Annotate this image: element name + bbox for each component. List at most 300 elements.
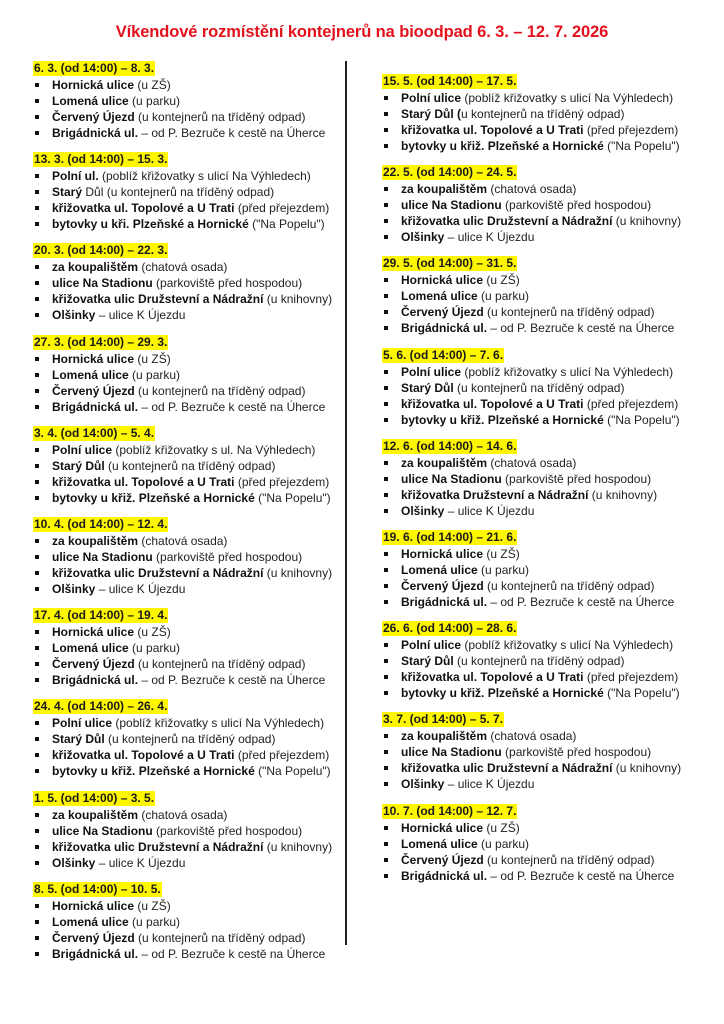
square-bullet-icon [384,643,388,647]
schedule-block [382,254,702,336]
location-item [33,125,353,141]
location-detail: (poblíž křižovatky s ulicí Na Výhledech) [461,364,674,379]
location-detail: (u ZŠ) [134,351,171,366]
square-bullet-icon [35,115,39,119]
location-item [33,109,353,125]
location-list [382,455,702,519]
page-title: Víkendové rozmístění kontejnerů na bioodpad 6. 3. – 12. 7. 2026 [115,23,609,41]
location-detail: (před přejezdem) [583,123,679,137]
square-bullet-icon [384,675,388,679]
square-bullet-icon [35,281,39,285]
square-bullet-icon [35,83,39,87]
square-bullet-icon [35,389,39,393]
location-item [33,367,353,383]
location-item [33,474,353,490]
location-item [33,549,353,565]
location-item [33,731,353,747]
location-name: ulice Na Stadionu [401,198,502,213]
location-detail: – ulice K Újezdu [95,855,186,870]
date-range-header: 20. 3. (od 14:00) – 22. 3. [34,243,168,258]
location-detail: – ulice K Újezdu [444,503,535,518]
location-detail: (poblíž křižovatky s ulicí Na Výhledech) [112,716,325,731]
location-detail: ("Na Popelu") [603,412,680,427]
location-name: křižovatka ulic Družstevní a Nádražní [401,761,613,776]
square-bullet-icon [35,480,39,484]
location-item [33,93,353,109]
location-detail: (parkoviště před hospodou) [501,198,652,213]
location-name: Červený Újezd [401,578,484,593]
location-detail: (u parku) [128,367,181,382]
schedule-block [33,515,353,597]
location-item [382,122,702,138]
location-detail: (před přejezdem) [234,474,330,489]
location-detail: (u parku) [477,836,530,851]
location-name: křižovatka ul. Topolové a U Trati [52,748,235,763]
location-name: křižovatka Družstevní a Nádražní [401,487,589,502]
location-name: křižovatka ul. Topolové a U Trati [52,474,235,489]
location-list [382,364,702,428]
location-detail: – od P. Bezruče k cestě na Úherce [138,126,326,140]
square-bullet-icon [35,190,39,194]
location-list [382,272,702,336]
location-detail: – od P. Bezruče k cestě na Úherce [487,594,675,609]
location-detail: (poblíž křižovatky s ul. Na Výhledech) [112,442,316,457]
square-bullet-icon [35,920,39,924]
location-name: Olšinky [52,308,96,323]
location-item [382,138,702,154]
location-detail: – ulice K Újezdu [95,581,186,596]
location-name: Hornická ulice [52,78,135,92]
location-item [33,747,353,763]
location-name: Hornická ulice [52,898,135,913]
location-name: Červený Újezd [52,657,135,672]
location-detail: (u kontejnerů na tříděný odpad) [104,458,276,473]
square-bullet-icon [35,662,39,666]
location-detail: ("Na Popelu") [603,686,680,701]
location-item [382,637,702,653]
location-detail: ("Na Popelu") [603,139,680,153]
schedule-block [33,241,353,323]
location-item [382,304,702,320]
location-name: Polní ulice [52,442,113,457]
location-detail: (u kontejnerů na tříděný odpad) [483,852,655,867]
location-item [382,471,702,487]
location-item [382,364,702,380]
location-name: Olšinky [401,230,445,245]
square-bullet-icon [35,99,39,103]
location-name: Polní ulice [401,364,462,379]
square-bullet-icon [384,235,388,239]
location-item [33,77,353,93]
location-list [33,624,353,688]
location-item [33,216,353,232]
square-bullet-icon [35,571,39,575]
location-name: Starý Důl [401,380,454,395]
square-bullet-icon [35,769,39,773]
location-item [33,351,353,367]
location-name: Starý Důl ( [401,107,462,121]
location-name: Červený Újezd [52,110,135,124]
location-item [33,898,353,914]
square-bullet-icon [384,691,388,695]
square-bullet-icon [384,858,388,862]
schedule-block [33,333,353,415]
square-bullet-icon [35,405,39,409]
location-item [382,181,702,197]
location-name: křižovatka ul. Topolové a U Trati [401,123,584,137]
square-bullet-icon [384,493,388,497]
square-bullet-icon [35,313,39,317]
date-range-header: 1. 5. (od 14:00) – 3. 5. [34,790,155,805]
location-detail: – od P. Bezruče k cestě na Úherce [487,321,675,336]
location-detail: – od P. Bezruče k cestě na Úherce [138,673,326,688]
date-range-header: 3. 7. (od 14:00) – 5. 7. [383,712,504,727]
square-bullet-icon [384,766,388,770]
square-bullet-icon [384,386,388,390]
location-item [382,820,702,836]
location-detail: Důl (u kontejnerů na tříděný odpad) [82,185,275,200]
location-item [382,728,702,744]
square-bullet-icon [384,874,388,878]
location-item [382,685,702,701]
location-item [382,396,702,412]
location-item [382,229,702,245]
date-range-header: 15. 5. (od 14:00) – 17. 5. [383,74,517,88]
square-bullet-icon [384,326,388,330]
square-bullet-icon [384,294,388,298]
location-name: ulice Na Stadionu [401,471,502,486]
schedule-block [33,697,353,779]
location-name: Hornická ulice [52,625,135,640]
location-name: křižovatka ulic Družstevní a Nádražní [52,839,264,854]
date-range-header: 12. 6. (od 14:00) – 14. 6. [383,438,517,453]
square-bullet-icon [384,826,388,830]
location-name: křižovatka ulic Družstevní a Nádražní [401,214,613,229]
square-bullet-icon [384,96,388,100]
location-item [33,458,353,474]
location-item [382,320,702,336]
date-range-header: 10. 7. (od 14:00) – 12. 7. [383,803,517,818]
schedule-column-right [382,72,702,893]
location-detail: (u kontejnerů na tříděný odpad) [134,657,306,672]
location-name: Červený Újezd [52,383,135,398]
location-detail: (u knihovny) [263,839,333,854]
location-detail: – ulice K Újezdu [444,777,535,792]
location-name: Starý Důl [52,732,105,747]
location-name: bytovky u křiž. Plzeňské a Hornické [52,764,255,779]
square-bullet-icon [35,448,39,452]
square-bullet-icon [384,782,388,786]
location-name: Hornická ulice [401,273,484,288]
square-bullet-icon [35,539,39,543]
location-name: křižovatka ul. Topolové a U Trati [401,396,584,411]
location-item [33,200,353,216]
location-item [33,383,353,399]
location-item [33,930,353,946]
location-detail: (parkoviště před hospodou) [152,549,303,564]
location-detail: (u knihovny) [612,761,682,776]
location-item [33,807,353,823]
square-bullet-icon [384,552,388,556]
location-item [382,578,702,594]
location-name: Lomená ulice [52,94,129,108]
location-name: ulice Na Stadionu [52,549,153,564]
square-bullet-icon [35,373,39,377]
square-bullet-icon [35,265,39,269]
location-name: za koupalištěm [401,455,488,470]
location-name: Lomená ulice [401,562,478,577]
location-detail: (u kontejnerů na tříděný odpad) [453,380,625,395]
location-name: bytovky u křiž. Plzeňské a Hornické [401,139,604,153]
location-detail: (před přejezdem) [234,201,330,216]
location-name: za koupalištěm [52,807,139,822]
location-name: křižovatka ul. Topolové a U Trati [52,201,235,216]
location-item [382,272,702,288]
location-detail: (u knihovny) [263,565,333,580]
location-item [382,776,702,792]
date-range-header: 6. 3. (od 14:00) – 8. 3. [34,61,155,75]
location-name: Olšinky [52,581,96,596]
location-name: za koupalištěm [52,260,139,275]
location-detail: ("Na Popelu") [248,217,325,232]
location-list [33,898,353,962]
schedule-block [33,789,353,871]
location-detail: (u parku) [128,94,181,108]
schedule-block [33,424,353,506]
location-detail: (u kontejnerů na tříděný odpad) [104,732,276,747]
location-name: ulice Na Stadionu [52,276,153,291]
location-detail: (poblíž křižovatky s ulicí Na Výhledech) [461,91,674,105]
location-list [33,533,353,597]
location-name: Polní ulice [401,638,462,653]
square-bullet-icon [35,936,39,940]
location-detail: (u ZŠ) [483,546,520,561]
location-item [33,565,353,581]
date-range-header: 10. 4. (od 14:00) – 12. 4. [34,516,168,531]
location-name: za koupalištěm [401,182,488,197]
location-item [33,168,353,184]
location-detail: (u kontejnerů na tříděný odpad) [453,654,625,669]
schedule-block [382,802,702,884]
location-name: křižovatka ulic Družstevní a Nádražní [52,565,264,580]
location-list [33,715,353,779]
location-item [33,490,353,506]
location-name: bytovky u křiž. Plzeňské a Hornické [52,490,255,505]
location-item [382,852,702,868]
schedule-block [382,163,702,245]
square-bullet-icon [35,646,39,650]
square-bullet-icon [35,222,39,226]
location-detail: (u kontejnerů na tříděný odpad) [483,305,655,320]
location-name: Brigádnická ul. [401,594,488,609]
location-detail: (u kontejnerů na tříděný odpad) [134,110,306,124]
square-bullet-icon [35,861,39,865]
square-bullet-icon [35,721,39,725]
location-detail: (u knihovny) [263,292,333,307]
location-item [33,914,353,930]
location-item [33,275,353,291]
location-list [33,351,353,415]
location-name: Lomená ulice [52,914,129,929]
date-range-header: 26. 6. (od 14:00) – 28. 6. [383,621,517,636]
location-detail: (u ZŠ) [483,273,520,288]
location-detail: (u parku) [477,562,530,577]
location-name: za koupalištěm [52,533,139,548]
schedule-block [382,72,702,154]
location-item [33,581,353,597]
square-bullet-icon [35,829,39,833]
location-item [33,672,353,688]
location-list [33,442,353,506]
square-bullet-icon [384,144,388,148]
location-detail: (před přejezdem) [583,396,679,411]
location-item [382,412,702,428]
location-name: Polní ulice [401,91,462,105]
square-bullet-icon [384,509,388,513]
location-name: Lomená ulice [52,641,129,656]
square-bullet-icon [35,464,39,468]
location-name: Olšinky [52,855,96,870]
location-detail: (chatová osada) [487,182,577,197]
location-list [382,728,702,792]
square-bullet-icon [35,952,39,956]
square-bullet-icon [384,584,388,588]
schedule-block [382,528,702,610]
schedule-block [382,619,702,701]
square-bullet-icon [384,600,388,604]
square-bullet-icon [384,370,388,374]
location-name: Lomená ulice [401,289,478,304]
square-bullet-icon [35,630,39,634]
date-range-header: 19. 6. (od 14:00) – 21. 6. [383,529,517,544]
schedule-block [382,437,702,519]
location-item [33,259,353,275]
location-item [33,399,353,415]
location-item [382,836,702,852]
date-range-header: 13. 3. (od 14:00) – 15. 3. [34,152,168,167]
location-detail: – ulice K Újezdu [444,230,535,245]
location-name: Olšinky [401,777,445,792]
location-detail: (poblíž křižovatky s ulicí Na Výhledech) [98,169,311,184]
date-range-header: 3. 4. (od 14:00) – 5. 4. [34,425,155,440]
square-bullet-icon [35,131,39,135]
schedule-block [382,710,702,792]
location-detail: (poblíž křižovatky s ulicí Na Výhledech) [461,638,674,653]
square-bullet-icon [35,357,39,361]
location-detail: (u ZŠ) [134,625,171,640]
location-detail: (parkoviště před hospodou) [501,745,652,760]
location-item [33,946,353,962]
location-detail: (chatová osada) [138,533,228,548]
location-detail: ("Na Popelu") [254,490,331,505]
location-list [33,807,353,871]
location-name: ulice Na Stadionu [401,745,502,760]
location-item [382,106,702,122]
square-bullet-icon [384,278,388,282]
square-bullet-icon [384,203,388,207]
location-detail: (u ZŠ) [134,898,171,913]
location-item [382,744,702,760]
location-name: Starý Důl [401,654,454,669]
location-name: Hornická ulice [52,351,135,366]
date-range-header: 22. 5. (od 14:00) – 24. 5. [383,165,517,180]
location-list [382,820,702,884]
location-item [382,868,702,884]
location-name: Brigádnická ul. [52,673,139,688]
location-detail: (u parku) [128,914,181,929]
location-name: ulice Na Stadionu [52,823,153,838]
square-bullet-icon [384,750,388,754]
square-bullet-icon [35,206,39,210]
square-bullet-icon [35,904,39,908]
square-bullet-icon [35,297,39,301]
schedule-block [382,346,702,428]
square-bullet-icon [384,128,388,132]
location-detail: (parkoviště před hospodou) [501,471,652,486]
schedule-block [33,606,353,688]
location-item [382,213,702,229]
location-item [33,823,353,839]
location-name: Brigádnická ul. [401,321,488,336]
location-detail: (před přejezdem) [583,670,679,685]
square-bullet-icon [35,813,39,817]
square-bullet-icon [35,845,39,849]
location-detail: (parkoviště před hospodou) [152,276,303,291]
square-bullet-icon [35,737,39,741]
location-item [382,669,702,685]
location-item [33,640,353,656]
location-detail: (chatová osada) [487,455,577,470]
location-detail: (chatová osada) [138,260,228,275]
location-list [382,546,702,610]
square-bullet-icon [35,496,39,500]
location-list [382,637,702,701]
date-range-header: 29. 5. (od 14:00) – 31. 5. [383,256,517,271]
location-item [33,656,353,672]
location-name: Polní ulice [52,716,113,731]
location-detail: – ulice K Újezdu [95,308,186,323]
square-bullet-icon [384,418,388,422]
date-range-header: 5. 6. (od 14:00) – 7. 6. [383,347,504,362]
schedule-block [33,880,353,962]
square-bullet-icon [35,174,39,178]
location-item [33,291,353,307]
location-name: Starý [52,185,83,200]
schedule-block [33,150,353,232]
location-list [33,168,353,232]
location-detail: (u kontejnerů na tříděný odpad) [134,930,306,945]
location-item [33,624,353,640]
location-name: Polní ul. [52,169,99,184]
location-name: bytovky u křiž. Plzeňské a Hornické [401,412,604,427]
location-detail: (u kontejnerů na tříděný odpad) [483,578,655,593]
location-item [33,839,353,855]
location-detail: (u ZŠ) [483,820,520,835]
location-item [382,562,702,578]
square-bullet-icon [384,402,388,406]
location-name: křižovatka ul. Topolové a U Trati [401,670,584,685]
location-item [33,763,353,779]
location-name: Hornická ulice [401,546,484,561]
location-detail: – od P. Bezruče k cestě na Úherce [138,399,326,414]
location-name: Červený Újezd [401,852,484,867]
square-bullet-icon [384,219,388,223]
location-name: Červený Újezd [401,305,484,320]
square-bullet-icon [384,477,388,481]
square-bullet-icon [35,555,39,559]
location-name: Brigádnická ul. [52,126,139,140]
square-bullet-icon [384,461,388,465]
